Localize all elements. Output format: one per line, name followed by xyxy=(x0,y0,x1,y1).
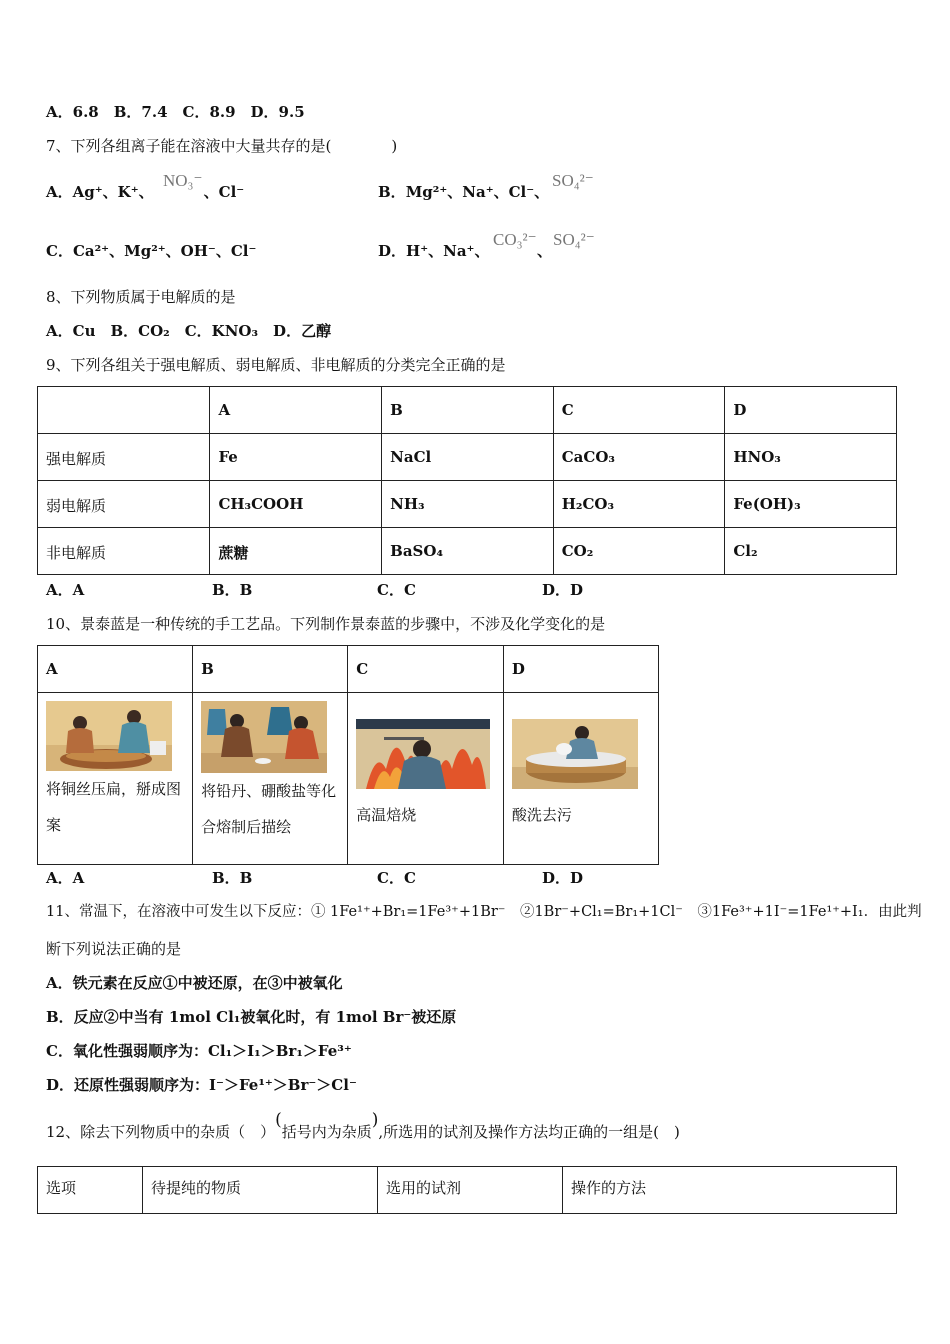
q7-b-label: B． xyxy=(378,183,406,201)
q10-caption-d: 酸洗去污 xyxy=(511,806,572,824)
q12-stem xyxy=(46,1110,680,1142)
q11-stem-line2: 断下列说法正确的是 xyxy=(46,940,182,958)
q10-answer-c: C．C xyxy=(377,869,416,887)
q10-cell-a xyxy=(38,693,193,865)
q7-a-ions: Ag⁺、K⁺、 xyxy=(72,183,154,201)
q9-stem: 9、下列各组关于强电解质、弱电解质、非电解质的分类完全正确的是 xyxy=(46,356,506,374)
q9-cell: Fe(OH)₃ xyxy=(725,481,897,528)
q9-cell: NH₃ xyxy=(382,481,554,528)
q10-header-cell: B xyxy=(193,646,348,693)
q11-option-c: C．氧化性强弱顺序为：Cl₁＞I₁＞Br₁＞Fe³⁺ xyxy=(46,1042,352,1060)
q6-options: A．6.8 B．7.4 C．8.9 D．9.5 xyxy=(46,103,305,121)
q10-header-cell: A xyxy=(38,646,193,693)
q9-header-row xyxy=(38,387,897,434)
q11-stem-line1: 11、常温下，在溶液中可发生以下反应：① 1Fe¹⁺+Br₁=1Fe³⁺+1Br⁻ ②1Br⁻+Cl₁=Br₁+1Cl⁻ ③1Fe³⁺+1I⁻=1Fe¹⁺+I₁．由此判 xyxy=(46,904,922,920)
table-row xyxy=(38,528,897,575)
q9-cell: NaCl xyxy=(382,434,554,481)
q9-header-cell xyxy=(38,387,210,434)
q9-cell: HNO₃ xyxy=(725,434,897,481)
q10-answer-d: D．D xyxy=(542,869,584,887)
q7-option-c xyxy=(46,241,256,261)
table-row xyxy=(38,481,897,528)
q7-b-sulfate-formula: SO₄²⁻ xyxy=(552,171,594,190)
q12-paren-close: ) xyxy=(371,1110,379,1130)
q10-header-cell: D xyxy=(503,646,658,693)
q7-d-label: D． xyxy=(378,242,407,260)
q9-header-cell: C xyxy=(553,387,725,434)
q9-cell: CO₂ xyxy=(553,528,725,575)
q12-paren-open: ( xyxy=(275,1110,282,1130)
q10-caption-b: 将铅丹、硼酸盐等化合熔制后描绘 xyxy=(201,782,337,836)
q11-option-b: B．反应②中当有 1mol Cl₁被氧化时，有 1mol Br⁻被还原 xyxy=(46,1008,457,1026)
q8-options: A．Cu B．CO₂ C．KNO₃ D．乙醇 xyxy=(46,322,332,340)
q10-caption-a: 将铜丝压扁，掰成图案 xyxy=(46,780,182,834)
artisan-painting-enamel-image xyxy=(201,701,327,773)
q9-answer-b: B．B xyxy=(212,581,253,599)
table-row xyxy=(38,434,897,481)
q10-header-cell: C xyxy=(348,646,504,693)
q9-row-label: 非电解质 xyxy=(38,528,210,575)
q12-header-cell: 待提纯的物质 xyxy=(143,1167,378,1214)
q9-cell: 蔗糖 xyxy=(210,528,382,575)
q12-stem-c: ,所选用的试剂及操作方法均正确的一组是( ) xyxy=(378,1123,680,1141)
q12-header-row xyxy=(38,1167,897,1214)
q7-a-ions-tail: 、Cl⁻ xyxy=(203,183,245,201)
q10-stem: 10、景泰蓝是一种传统的手工艺品。下列制作景泰蓝的步骤中，不涉及化学变化的是 xyxy=(46,615,606,633)
q7-a-nitrate-formula: NO₃⁻ xyxy=(163,171,203,190)
q7-b-ions: Mg²⁺、Na⁺、Cl⁻、 xyxy=(405,183,550,201)
q9-cell: Fe xyxy=(210,434,382,481)
q9-answer-a: A．A xyxy=(46,581,85,599)
q9-header-cell: A xyxy=(210,387,382,434)
q10-caption-c: 高温焙烧 xyxy=(356,806,417,824)
q10-image-row xyxy=(38,693,659,865)
high-temperature-firing-image xyxy=(356,719,490,789)
q9-answer-d: D．D xyxy=(542,581,584,599)
q10-cell-c xyxy=(348,693,504,865)
q12-header-cell: 选用的试剂 xyxy=(378,1167,563,1214)
q10-answer-b: B．B xyxy=(212,869,253,887)
q8-stem: 8、下列物质属于电解质的是 xyxy=(46,288,236,306)
artisan-pressing-wire-image xyxy=(46,701,172,771)
q9-answer-c: C．C xyxy=(377,581,416,599)
q9-table xyxy=(37,386,897,575)
q10-cell-d xyxy=(503,693,658,865)
q12-stem-a: 12、除去下列物质中的杂质（ ） xyxy=(46,1123,276,1141)
q7-d-separator: 、 xyxy=(537,242,553,260)
q11-option-a: A．铁元素在反应①中被还原，在③中被氧化 xyxy=(46,974,343,992)
q9-cell: BaSO₄ xyxy=(382,528,554,575)
q12-table xyxy=(37,1166,897,1214)
q12-header-cell: 选项 xyxy=(38,1167,143,1214)
q9-cell: CaCO₃ xyxy=(553,434,725,481)
q11-option-d: D．还原性强弱顺序为：I⁻＞Fe¹⁺＞Br⁻＞Cl⁻ xyxy=(46,1076,357,1094)
q7-stem: 7、下列各组离子能在溶液中大量共存的是( ) xyxy=(46,137,398,155)
q7-c-ions: Ca²⁺、Mg²⁺、OH⁻、Cl⁻ xyxy=(72,242,257,260)
q12-stem-b: 括号内为杂质 xyxy=(281,1123,372,1141)
q7-option-a xyxy=(46,182,244,202)
q9-row-label: 强电解质 xyxy=(38,434,210,481)
q12-header-cell: 操作的方法 xyxy=(563,1167,897,1214)
q9-header-cell: B xyxy=(382,387,554,434)
q7-d-ions: H⁺、Na⁺、 xyxy=(406,242,490,260)
q7-c-label: C． xyxy=(46,242,73,260)
q9-row-label: 弱电解质 xyxy=(38,481,210,528)
q10-table xyxy=(37,645,659,865)
q9-cell: CH₃COOH xyxy=(210,481,382,528)
q10-header-row xyxy=(38,646,659,693)
q9-cell: Cl₂ xyxy=(725,528,897,575)
q7-a-label: A． xyxy=(46,183,73,201)
q7-option-d xyxy=(378,241,489,261)
q7-option-b xyxy=(378,182,549,202)
q9-cell: H₂CO₃ xyxy=(553,481,725,528)
acid-washing-image xyxy=(512,719,638,789)
q7-d-carbonate-formula: CO₃²⁻ xyxy=(493,230,537,249)
q10-answer-a: A．A xyxy=(46,869,85,887)
q9-header-cell: D xyxy=(725,387,897,434)
q7-d-sulfate-formula: SO₄²⁻ xyxy=(553,230,595,249)
q10-cell-b xyxy=(193,693,348,865)
